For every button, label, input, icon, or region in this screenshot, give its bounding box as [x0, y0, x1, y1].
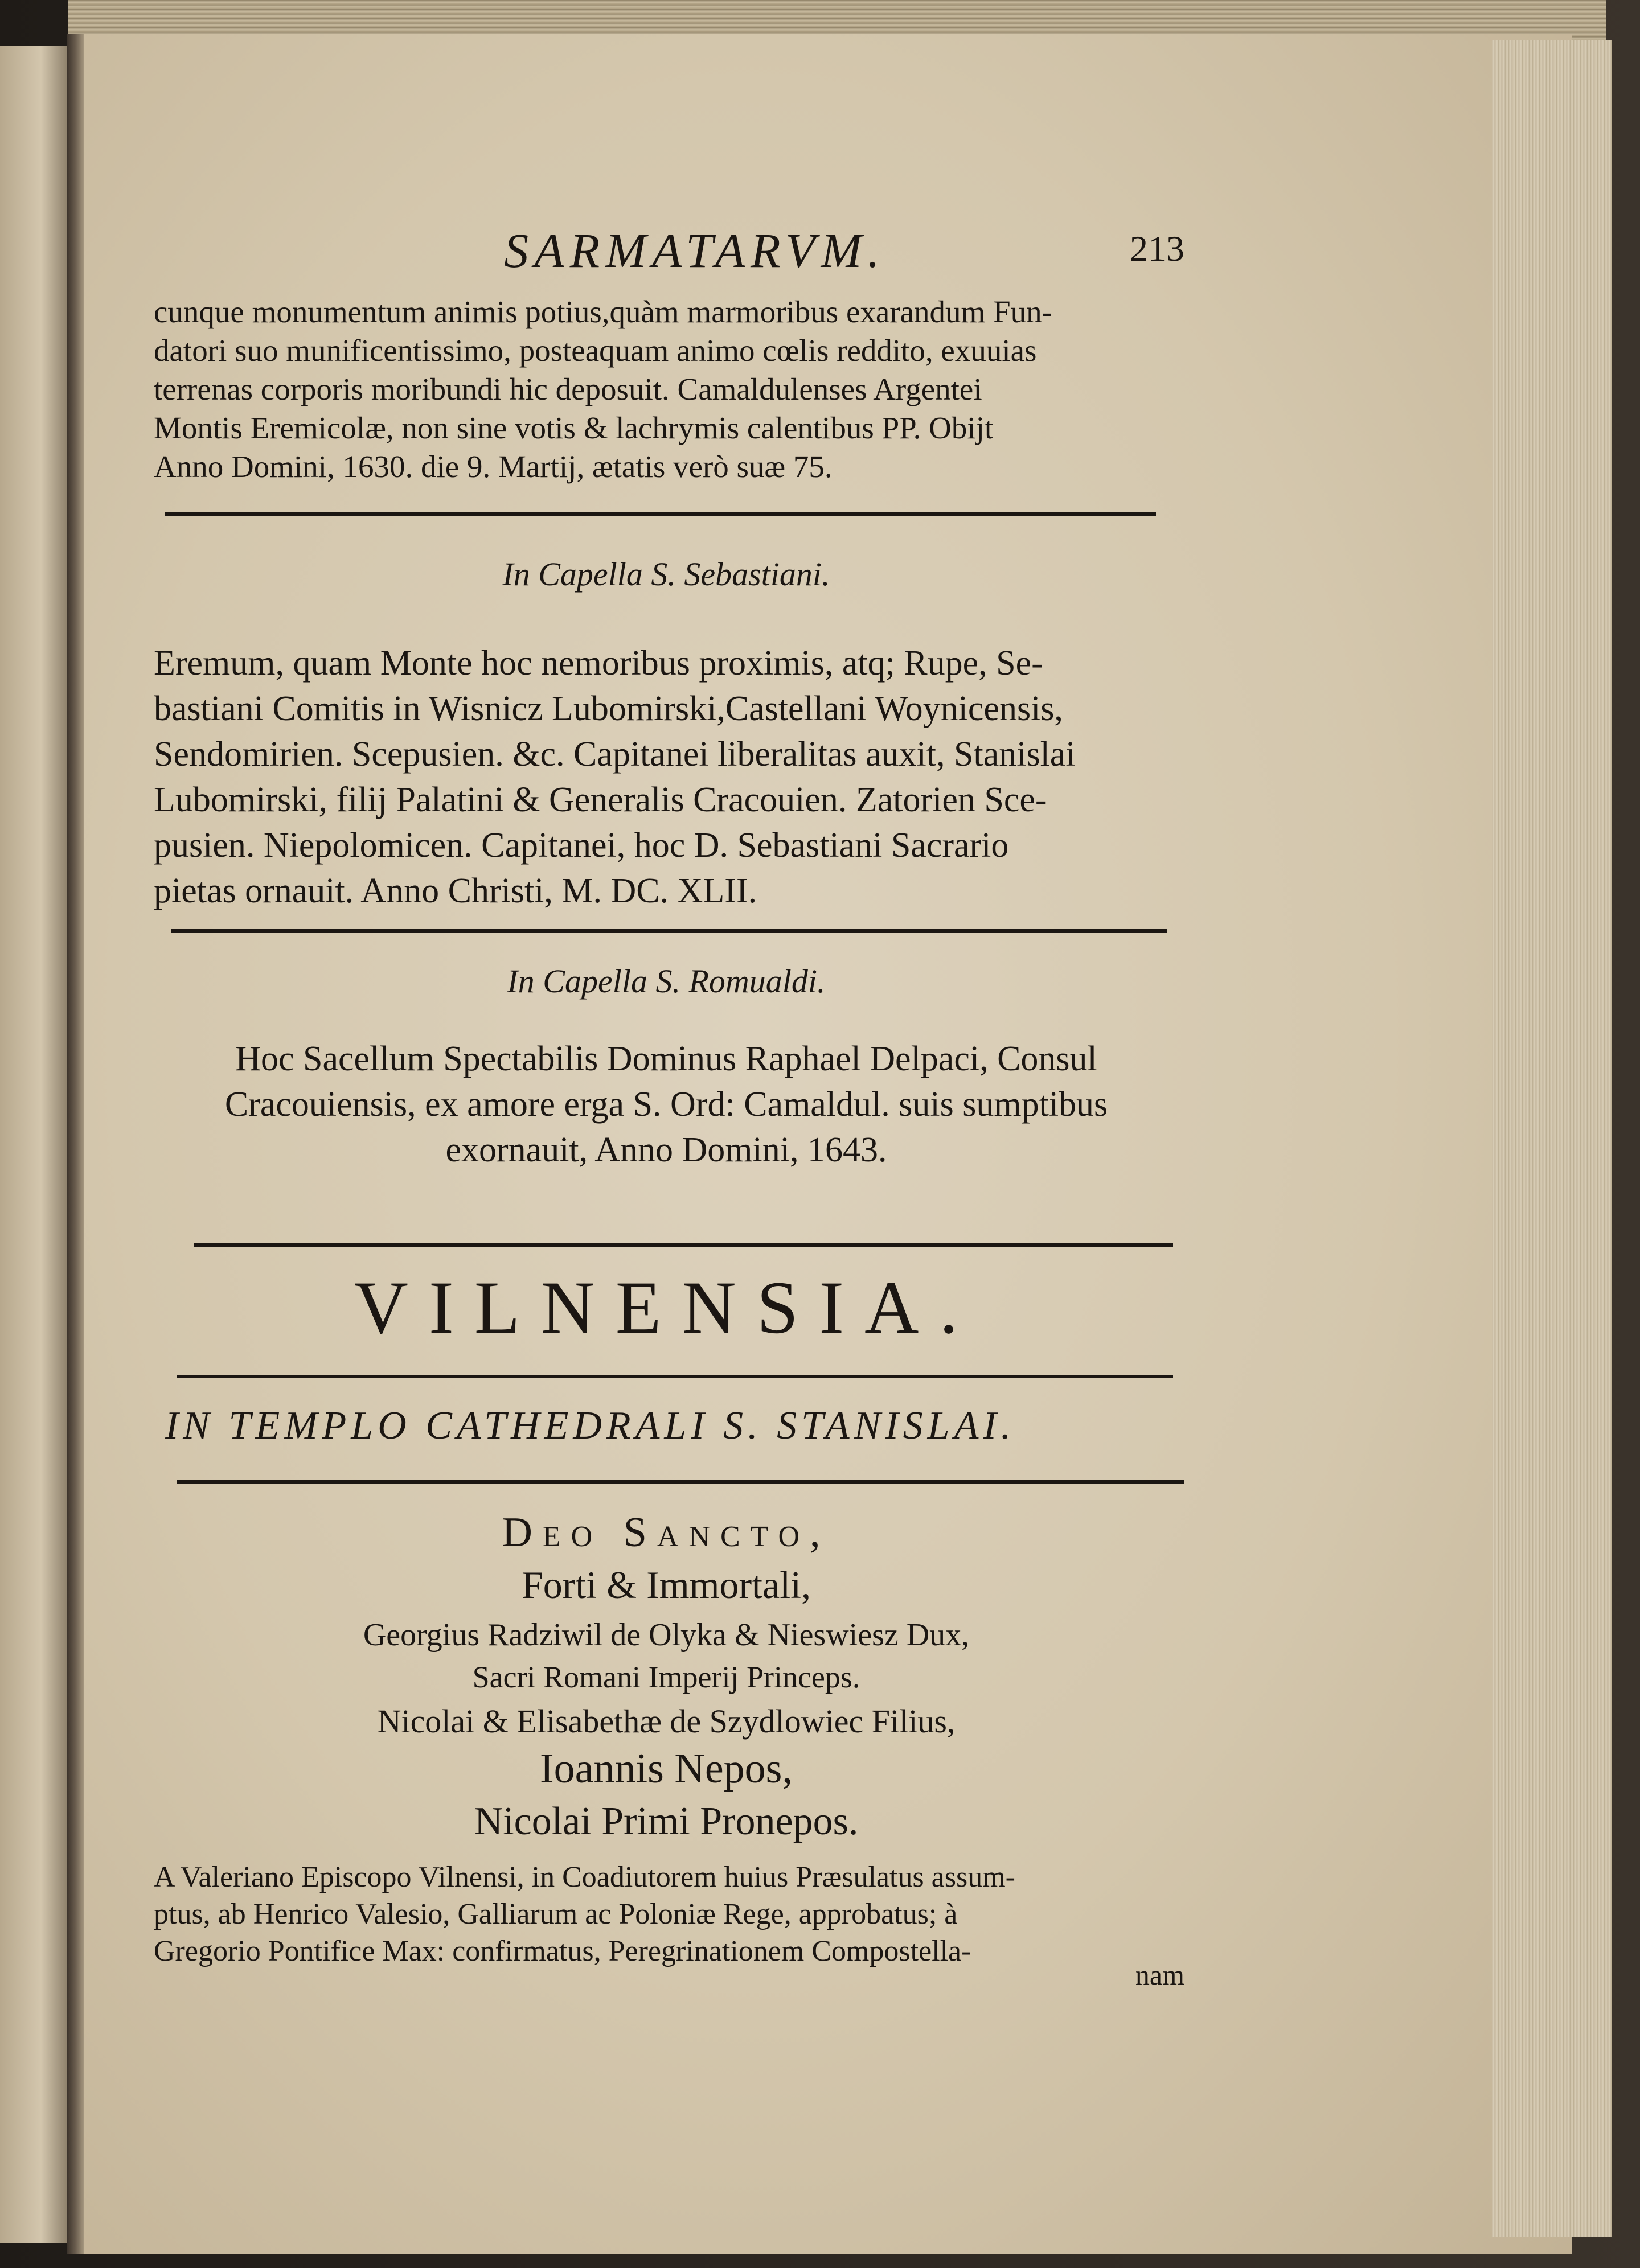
section-subtitle: IN TEMPLO CATHEDRALI S. STANISLAI. [165, 1404, 1016, 1448]
text-line: Sendomirien. Scepusien. &c. Capitanei liberalitas auxit, Stanislai [154, 735, 1076, 774]
text-line: pietas ornauit. Anno Christi, M. DC. XLII. [154, 872, 757, 910]
divider-rule [194, 1243, 1173, 1247]
inscription-line: Sacri Romani Imperij Princeps. [472, 1660, 860, 1694]
text-line: A Valeriano Episcopo Vilnensi, in Coadiutorem huius Præsulatus assum- [154, 1861, 1015, 1893]
text-line: cunque monumentum animis potius,quàm marmoribus exarandum Fun- [154, 294, 1052, 329]
text-line: datori suo munificentissimo, posteaquam animo cœlis reddito, exuuias [154, 333, 1037, 368]
running-head: SARMATARVM. [504, 223, 885, 278]
text-line: Gregorio Pontifice Max: confirmatus, Peregrinationem Compostella- [154, 1935, 971, 1967]
page-fore-edge [1492, 40, 1612, 2237]
text-line: Cracouiensis, ex amore erga S. Ord: Camaldul. suis sumptibus [224, 1085, 1108, 1124]
text-line: Lubomirski, filij Palatini & Generalis Cracouien. Zatorien Sce- [154, 780, 1047, 819]
page-number: 213 [1130, 228, 1184, 269]
inscription-line: Nicolai & Elisabethæ de Szydlowiec Filius, [377, 1703, 956, 1740]
facing-page-edge [0, 46, 68, 2243]
section-heading-romuald: In Capella S. Romualdi. [507, 963, 826, 1000]
divider-rule [165, 512, 1156, 516]
divider-rule [171, 929, 1167, 933]
divider-rule [177, 1480, 1184, 1484]
text-line: bastiani Comitis in Wisnicz Lubomirski,Castellani Woynicensis, [154, 689, 1063, 728]
inscription-line: Nicolai Primi Pronepos. [474, 1799, 859, 1843]
text-line: ptus, ab Henrico Valesio, Galliarum ac Poloniæ Rege, approbatus; à [154, 1898, 958, 1930]
text-line: Eremum, quam Monte hoc nemoribus proximis, atq; Rupe, Se- [154, 644, 1043, 683]
catchword: nam [1135, 1959, 1184, 1991]
binding-gutter [67, 34, 84, 2254]
inscription-line: Georgius Radziwil de Olyka & Niesw​iesz Dux, [363, 1617, 970, 1653]
text-line: terrenas corporis moribundi hic deposuit. Camaldulenses Argentei [154, 372, 982, 406]
text-line: exornauit, Anno Domini, 1643. [445, 1131, 887, 1169]
inscription-line: Ioannis Nepos, [540, 1745, 793, 1792]
text-line: Montis Eremicolæ, non sine votis & lachrymis calentibus PP. Obijt [154, 410, 994, 445]
inscription-line: Forti & Immortali, [521, 1563, 811, 1606]
inscription-line: Deo Sancto, [502, 1509, 831, 1556]
text-line: Hoc Sacellum Spectabilis Dominus Raphael Delpaci, Consul [235, 1040, 1097, 1078]
section-heading-sebastian: In Capella S. Sebastiani. [502, 556, 830, 593]
divider-rule [177, 1375, 1173, 1378]
text-line: Anno Domini, 1630. die 9. Martij, ætatis verò suæ 75. [154, 449, 833, 484]
text-line: pusien. Niepolomicen. Capitanei, hoc D. Sebastiani Sacrario [154, 826, 1009, 865]
section-title: VILNENSIA. [354, 1266, 979, 1349]
